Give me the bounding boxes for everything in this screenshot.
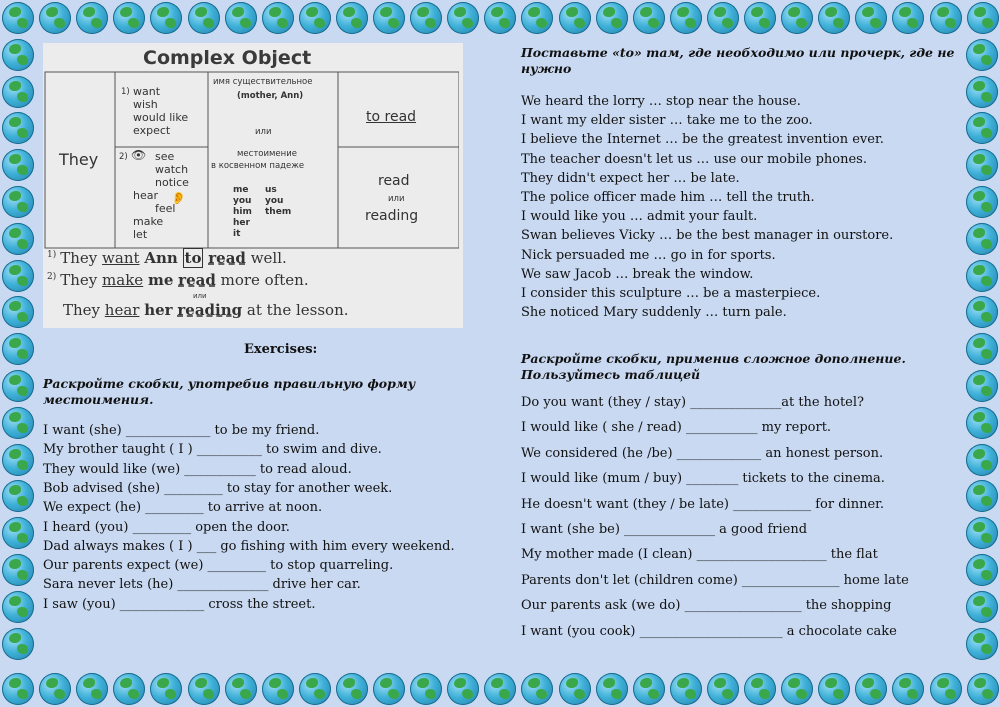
example-inf: read bbox=[178, 271, 216, 289]
exercise-line: Our parents ask (we do) __________________ the shopping bbox=[521, 598, 892, 614]
globe-icon bbox=[596, 2, 628, 34]
example-pre: They bbox=[60, 249, 103, 267]
exercise-line: They would like (we) ___________ to read aloud. bbox=[43, 461, 352, 477]
globe-icon bbox=[2, 517, 34, 549]
globe-icon bbox=[707, 2, 739, 34]
example-num: 2) bbox=[47, 272, 57, 282]
globe-icon bbox=[113, 673, 145, 705]
exercise-line: I would like ( she / read) ___________ my report. bbox=[521, 420, 832, 436]
verb-item: make bbox=[133, 215, 164, 228]
right-bottom-exercise-heading: Раскройте скобки, применив сложное дополнение. Пользуйтесь таблицей bbox=[521, 351, 906, 382]
globe-icon bbox=[966, 260, 998, 292]
globe-icon bbox=[188, 2, 220, 34]
exercise-line: I believe the Internet … be the greatest invention ever. bbox=[521, 132, 884, 148]
rule-example-sentence bbox=[47, 271, 309, 289]
exercise-line: I would like you … admit your fault. bbox=[521, 209, 758, 225]
globe-icon bbox=[188, 673, 220, 705]
exercise-line: I want my elder sister … take me to the zoo. bbox=[521, 113, 813, 129]
example-sp bbox=[178, 249, 183, 267]
exercise-line: Parents don't let (children come) _______________ home late bbox=[521, 572, 909, 588]
verb-item: expect bbox=[133, 124, 171, 137]
exercise-line: I heard (you) _________ open the door. bbox=[43, 519, 290, 535]
verb-item: see bbox=[155, 150, 175, 163]
globe-icon bbox=[373, 673, 405, 705]
globe-icon bbox=[781, 2, 813, 34]
globe-icon bbox=[2, 296, 34, 328]
globe-icon bbox=[670, 2, 702, 34]
globe-icon bbox=[2, 260, 34, 292]
globe-icon bbox=[2, 76, 34, 108]
globe-icon bbox=[966, 186, 998, 218]
group2-verb-list bbox=[133, 150, 189, 241]
globe-icon bbox=[2, 186, 34, 218]
globe-icon bbox=[2, 444, 34, 476]
globe-icon bbox=[818, 673, 850, 705]
rule-example-sentence bbox=[63, 301, 349, 319]
complex-object-rule-card bbox=[43, 43, 463, 328]
globe-icon bbox=[2, 554, 34, 586]
globe-icon bbox=[225, 2, 257, 34]
exercise-line: I want (she be) ______________ a good friend bbox=[521, 522, 808, 537]
globe-icon bbox=[966, 591, 998, 623]
globe-icon bbox=[521, 673, 553, 705]
globe-icon bbox=[113, 2, 145, 34]
exercise-line: I want (you cook) ______________________ a chocolate cake bbox=[521, 623, 897, 639]
example-pre: They bbox=[60, 271, 103, 289]
globe-icon bbox=[2, 149, 34, 181]
globe-icon bbox=[966, 370, 998, 402]
pronoun-plural: them bbox=[265, 207, 292, 217]
globe-icon bbox=[76, 673, 108, 705]
verb-item: feel bbox=[155, 202, 176, 215]
globe-icon bbox=[892, 2, 924, 34]
globe-icon bbox=[410, 2, 442, 34]
exercise-line: Sara never lets (he) ______________ drive her car. bbox=[43, 577, 361, 593]
globe-icon bbox=[633, 2, 665, 34]
example-obj: her bbox=[144, 301, 173, 319]
globe-icon bbox=[966, 444, 998, 476]
globe-icon bbox=[484, 2, 516, 34]
verb-item: watch bbox=[155, 163, 189, 176]
gerund-label: reading bbox=[365, 208, 419, 224]
globe-icon bbox=[39, 673, 71, 705]
globe-icon bbox=[966, 76, 998, 108]
pronoun-row bbox=[233, 229, 291, 240]
pronoun-row bbox=[233, 196, 291, 207]
globe-icon bbox=[447, 2, 479, 34]
rule-title: Complex Object bbox=[143, 47, 312, 69]
ear-icon: 👂 bbox=[171, 191, 186, 205]
example-verb: make bbox=[102, 271, 144, 289]
right-top-exercise-heading: Поставьте «to» там, где необходимо или прочерк, где не нужно bbox=[521, 45, 955, 76]
globe-icon bbox=[559, 673, 591, 705]
globe-icon bbox=[2, 112, 34, 144]
exercise-line: We considered (he /be) _____________ an honest person. bbox=[521, 445, 884, 461]
globe-icon bbox=[559, 2, 591, 34]
exercise-line: Bob advised (she) _________ to stay for another week. bbox=[43, 480, 393, 496]
globe-icon bbox=[521, 2, 553, 34]
example-num: 1) bbox=[47, 250, 57, 260]
exercise-line: I consider this sculpture … be a masterpiece. bbox=[521, 286, 821, 301]
example-or-label: или bbox=[193, 292, 207, 300]
globe-icon bbox=[2, 480, 34, 512]
globe-icon bbox=[262, 673, 294, 705]
example-verb: hear bbox=[104, 301, 140, 319]
rule-example-sentence bbox=[47, 249, 287, 267]
globe-icon bbox=[966, 223, 998, 255]
example-inf: read bbox=[208, 249, 246, 267]
exercise-line: We expect (he) _________ to arrive at noon. bbox=[43, 500, 323, 516]
globe-icon bbox=[225, 673, 257, 705]
verb-item: wish bbox=[133, 98, 158, 111]
globe-icon bbox=[930, 673, 962, 705]
globe-icon bbox=[967, 673, 999, 705]
globe-icon bbox=[966, 112, 998, 144]
globe-icon bbox=[447, 673, 479, 705]
globe-icon bbox=[2, 39, 34, 71]
pronoun-singular: him bbox=[233, 207, 252, 217]
globe-icon bbox=[150, 673, 182, 705]
example-post: well. bbox=[245, 249, 287, 267]
example-post: at the lesson. bbox=[242, 301, 349, 319]
pronoun-heading-2: в косвенном падеже bbox=[211, 161, 305, 171]
pronoun-heading-1: местоимение bbox=[237, 149, 297, 159]
globe-icon bbox=[2, 628, 34, 660]
pronoun-singular: me bbox=[233, 185, 249, 195]
globe-icon bbox=[818, 2, 850, 34]
globe-icon bbox=[855, 673, 887, 705]
exercise-line: We heard the lorry … stop near the house. bbox=[521, 94, 801, 109]
verb-item: would like bbox=[133, 111, 189, 124]
globe-icon bbox=[670, 673, 702, 705]
globe-icon bbox=[892, 673, 924, 705]
pronoun-plural: you bbox=[265, 196, 284, 206]
globe-icon bbox=[336, 2, 368, 34]
group1-number: 1) bbox=[121, 87, 130, 97]
exercise-line: Swan believes Vicky … be the best manager in ourstore. bbox=[521, 228, 894, 244]
example-post: more often. bbox=[215, 271, 309, 289]
bare-infinitive-label: read bbox=[378, 173, 410, 189]
globe-icon bbox=[2, 591, 34, 623]
globe-icon bbox=[373, 2, 405, 34]
globe-icon bbox=[966, 517, 998, 549]
globe-icon bbox=[2, 223, 34, 255]
globe-icon bbox=[299, 673, 331, 705]
example-inf: reading bbox=[177, 301, 243, 319]
exercise-line: They didn't expect her … be late. bbox=[521, 170, 740, 186]
globe-icon bbox=[410, 673, 442, 705]
exercise-line: The teacher doesn't let us … use our mobile phones. bbox=[521, 151, 867, 167]
globe-icon bbox=[596, 673, 628, 705]
globe-icon bbox=[966, 296, 998, 328]
globe-icon bbox=[707, 673, 739, 705]
group1-verb-list bbox=[133, 85, 188, 137]
noun-heading: имя существительное bbox=[213, 77, 313, 87]
globe-icon bbox=[967, 2, 999, 34]
pronoun-singular: her bbox=[233, 218, 250, 228]
exercise-line: Our parents expect (we) _________ to stop quarreling. bbox=[43, 558, 394, 574]
exercise-line: Do you want (they / stay) ______________at the hotel? bbox=[521, 395, 864, 410]
group2-number: 2) bbox=[119, 152, 128, 162]
globe-icon bbox=[2, 2, 34, 34]
exercise-line: I would like (mum / buy) ________ tickets to the cinema. bbox=[521, 471, 885, 487]
globe-icon bbox=[781, 673, 813, 705]
globe-icon bbox=[2, 673, 34, 705]
to-infinitive-label: to read bbox=[366, 109, 417, 125]
or-label-1: или bbox=[255, 127, 272, 137]
pronoun-singular: you bbox=[233, 196, 252, 206]
globe-icon bbox=[744, 2, 776, 34]
globe-icon bbox=[150, 2, 182, 34]
noun-examples: (mother, Ann) bbox=[237, 91, 304, 101]
globe-icon bbox=[966, 628, 998, 660]
pronoun-list bbox=[233, 185, 291, 240]
globe-icon bbox=[744, 673, 776, 705]
example-obj: Ann bbox=[144, 249, 178, 267]
globe-icon bbox=[930, 2, 962, 34]
verb-item: notice bbox=[155, 176, 189, 189]
example-pre: They bbox=[63, 301, 105, 319]
pronoun-row bbox=[233, 207, 291, 218]
eye-icon: 👁 bbox=[131, 148, 147, 162]
example-to: to bbox=[184, 249, 202, 267]
globe-icon bbox=[966, 480, 998, 512]
pronoun-row bbox=[233, 218, 291, 229]
globe-icon bbox=[2, 370, 34, 402]
globe-icon bbox=[966, 407, 998, 439]
example-verb: want bbox=[102, 249, 140, 267]
pronoun-singular: it bbox=[233, 229, 241, 239]
globe-icon bbox=[2, 333, 34, 365]
globe-icon bbox=[76, 2, 108, 34]
globe-icon bbox=[262, 2, 294, 34]
exercise-line: I saw (you) _____________ cross the street. bbox=[43, 596, 316, 612]
verb-item: want bbox=[133, 85, 161, 98]
exercise-line: We saw Jacob … break the window. bbox=[521, 266, 754, 282]
globe-icon bbox=[39, 2, 71, 34]
globe-icon bbox=[2, 407, 34, 439]
exercise-line: She noticed Mary suddenly … turn pale. bbox=[521, 305, 787, 321]
globe-icon bbox=[966, 39, 998, 71]
globe-icon bbox=[484, 673, 516, 705]
exercise-line: Dad always makes ( I ) ___ go fishing with him every weekend. bbox=[43, 538, 455, 554]
exercises-title: Exercises: bbox=[244, 342, 318, 357]
globe-icon bbox=[336, 673, 368, 705]
globe-icon bbox=[633, 673, 665, 705]
pronoun-row bbox=[233, 185, 291, 196]
exercise-line: The police officer made him … tell the truth. bbox=[521, 190, 815, 205]
exercise-line: My mother made (I clean) ____________________ the flat bbox=[521, 547, 878, 563]
exercise-line: He doesn't want (they / be late) ____________ for dinner. bbox=[521, 496, 885, 512]
exercise-line: I want (she) _____________ to be my friend. bbox=[43, 423, 320, 438]
left-exercise-heading: Раскройте скобки, употребив правильную форму местоимения. bbox=[43, 376, 416, 407]
verb-item: hear bbox=[133, 189, 159, 202]
globe-icon bbox=[966, 554, 998, 586]
exercise-line: Nick persuaded me … go in for sports. bbox=[521, 247, 776, 263]
globe-icon bbox=[855, 2, 887, 34]
or-label-2: или bbox=[388, 194, 405, 204]
exercise-line: My brother taught ( I ) __________ to swim and dive. bbox=[43, 442, 382, 458]
example-obj: me bbox=[147, 271, 174, 289]
pronoun-plural: us bbox=[265, 185, 277, 195]
globe-icon bbox=[299, 2, 331, 34]
globe-icon bbox=[966, 333, 998, 365]
verb-item: let bbox=[133, 228, 148, 241]
globe-icon bbox=[966, 149, 998, 181]
rule-subject: They bbox=[59, 150, 99, 169]
